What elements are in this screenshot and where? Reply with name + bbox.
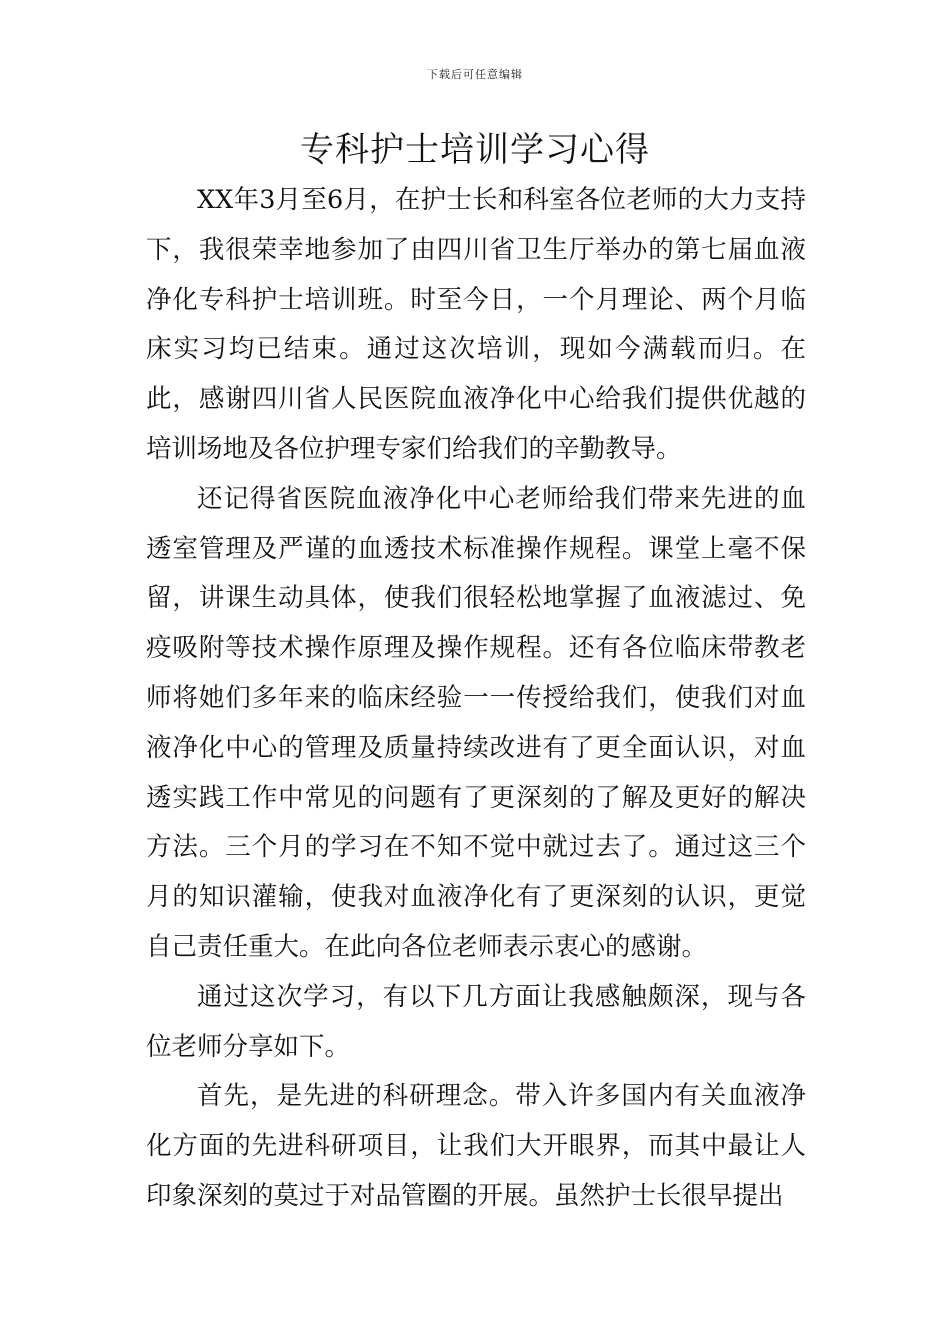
header-note: 下载后可任意编辑 (427, 68, 523, 81)
document-title: 专科护士培训学习心得 (300, 130, 650, 170)
paragraph-1: XX年3月至6月，在护士长和科室各位老师的大力支持下，我很荣幸地参加了由四川省卫生厅举办的第七届血液净化专科护士培训班。时至今日，一个月理论、两个月临床实习均已结束。通过这次培训，现如今满载而归。在此，感谢四川省人民医院血液净化中心给我们提供优越的培训场地及各位护理专家们给我们的辛勤教导。 (146, 185, 806, 464)
document-body (146, 176, 806, 1222)
paragraph-4: 首先，是先进的科研理念。带入许多国内有关血液净化方面的先进科研项目，让我们大开眼界，而其中最让人印象深刻的莫过于对品管圈的开展。虽然护士长很早提出 (146, 1081, 806, 1211)
paragraph-3: 通过这次学习，有以下几方面让我感触颇深，现与各位老师分享如下。 (146, 981, 806, 1062)
paragraph-2: 还记得省医院血液净化中心老师给我们带来先进的血透室管理及严谨的血透技术标准操作规程。课堂上毫不保留，讲课生动具体，使我们很轻松地掌握了血液滤过、免疫吸附等技术操作原理及操作规程。还有各位临床带教老师将她们多年来的临床经验一一传授给我们，使我们对血液净化中心的管理及质量持续改进有了更全面认识，对血透实践工作中常见的问题有了更深刻的了解及更好的解决方法。三个月的学习在不知不觉中就过去了。通过这三个月的知识灌输，使我对血液净化有了更深刻的认识，更觉自己责任重大。在此向各位老师表示衷心的感谢。 (146, 483, 806, 962)
